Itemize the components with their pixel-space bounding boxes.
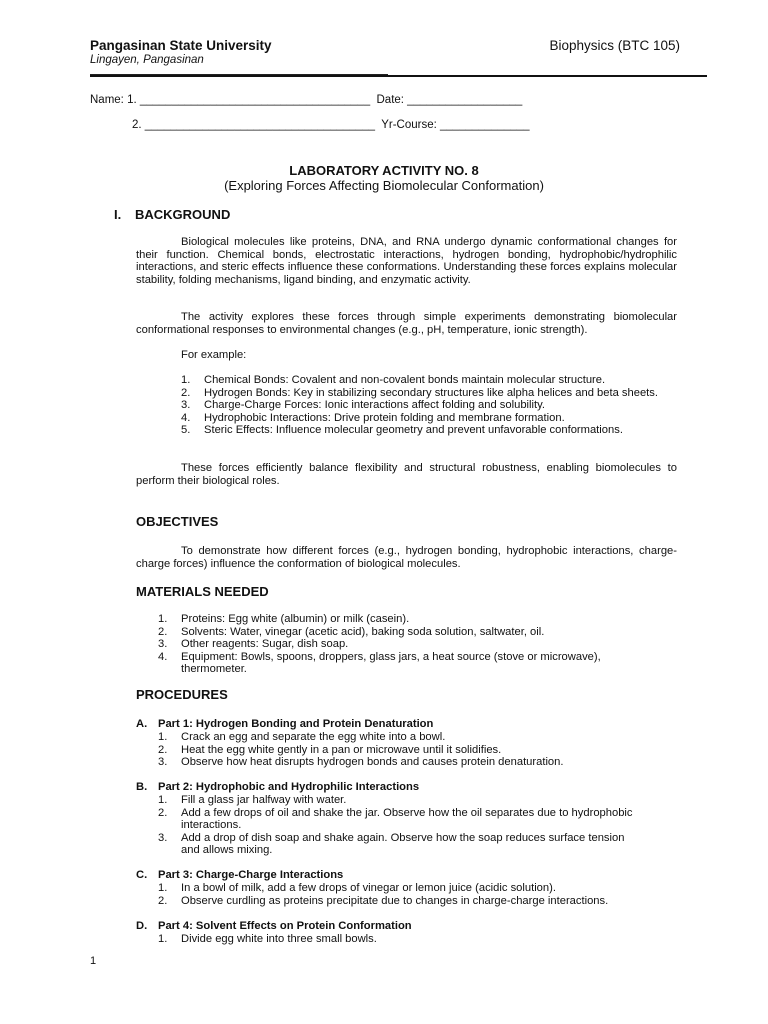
list-item: 3. Observe how heat disrupts hydrogen bonds and causes protein denaturation. bbox=[158, 756, 564, 769]
part-a-steps bbox=[158, 731, 636, 769]
list-item: 3. Add a drop of dish soap and shake again. Observe how the soap reduces surface tension and allows mixing. bbox=[158, 831, 625, 857]
part-d-steps bbox=[158, 933, 636, 946]
objectives-paragraph: To demonstrate how different forces (e.g., hydrogen bonding, hydrophobic interactions, charge-charge forces) influence the conformation of biological molecules. bbox=[136, 545, 677, 570]
part-b-steps bbox=[158, 794, 636, 857]
list-item: 1. Crack an egg and separate the egg white into a bowl. bbox=[158, 731, 446, 743]
list-item: 2. Add a few drops of oil and shake the jar. Observe how the oil separates due to hydrophobic interactions. bbox=[158, 806, 633, 832]
university-location: Lingayen, Pangasinan bbox=[90, 54, 204, 66]
materials-list bbox=[158, 613, 654, 676]
background-paragraph-1: Biological molecules like proteins, DNA, and RNA undergo dynamic conformational changes for their function. Chemical bonds, electrostatic interactions, hydrogen bonding, hydrophobic/hydrophilic interactions, and steric effects influence these conformations. Understanding these forces explains molecular stability, folding mechanisms, ligand binding, and enzymatic activity. bbox=[136, 236, 677, 286]
name-date-line: Name: 1. ____________________________________ Date: __________________ bbox=[90, 94, 523, 106]
list-item: 3. Other reagents: Sugar, dish soap. bbox=[158, 638, 349, 651]
list-item: 1. Chemical Bonds: Covalent and non-covalent bonds maintain molecular structure. bbox=[181, 374, 606, 386]
list-item: 2. Solvents: Water, vinegar (acetic acid), baking soda solution, saltwater, oil. bbox=[158, 625, 545, 638]
list-item: 5. Steric Effects: Influence molecular geometry and prevent unfavorable conformations. bbox=[181, 424, 623, 437]
list-item: 1. Fill a glass jar halfway with water. bbox=[158, 794, 347, 806]
section-title: BACKGROUND bbox=[135, 207, 231, 222]
list-item: 2. Hydrogen Bonds: Key in stabilizing secondary structures like alpha helices and beta sheets. bbox=[181, 386, 658, 399]
list-item: 2. Observe curdling as proteins precipitate due to changes in charge-charge interactions. bbox=[158, 894, 609, 907]
section-number: I. bbox=[114, 207, 122, 222]
course-code: Biophysics (BTC 105) bbox=[549, 38, 680, 53]
forces-list bbox=[181, 374, 677, 437]
section-title: PROCEDURES bbox=[136, 687, 228, 702]
section-title: MATERIALS NEEDED bbox=[136, 584, 269, 599]
university-name: Pangasinan State University bbox=[90, 38, 272, 53]
activity-subtitle: (Exploring Forces Affecting Biomolecular Conformation) bbox=[224, 178, 544, 193]
section-title: OBJECTIVES bbox=[136, 514, 219, 529]
list-item: 4. Hydrophobic Interactions: Drive protein folding and membrane formation. bbox=[181, 411, 565, 424]
part-c-steps bbox=[158, 882, 668, 907]
for-example-label: For example: bbox=[181, 349, 247, 361]
header-rule-thick bbox=[90, 75, 707, 77]
background-paragraph-2: The activity explores these forces through simple experiments demonstrating biomolecular conformational responses to environmental changes (e.g., pH, temperature, ionic strength). bbox=[136, 311, 677, 336]
list-item: 3. Charge-Charge Forces: Ionic interactions affect folding and solubility. bbox=[181, 399, 545, 412]
activity-title: LABORATORY ACTIVITY NO. 8 bbox=[289, 163, 479, 178]
list-item: 4. Equipment: Bowls, spoons, droppers, glass jars, a heat source (stove or microwave), thermometer. bbox=[158, 650, 601, 676]
background-paragraph-3: These forces efficiently balance flexibility and structural robustness, enabling biomolecules to perform their biological roles. bbox=[136, 462, 677, 487]
page-header bbox=[90, 38, 680, 66]
list-item: 2. Heat the egg white gently in a pan or microwave until it solidifies. bbox=[158, 743, 502, 756]
list-item: 1. Proteins: Egg white (albumin) or milk (casein). bbox=[158, 613, 410, 625]
name2-course-line: 2. ____________________________________ Yr-Course: ______________ bbox=[132, 119, 530, 131]
page-number: 1 bbox=[90, 955, 97, 967]
list-item: 1. In a bowl of milk, add a few drops of vinegar or lemon juice (acidic solution). bbox=[158, 882, 556, 894]
list-item: 1. Divide egg white into three small bowls. bbox=[158, 933, 377, 945]
